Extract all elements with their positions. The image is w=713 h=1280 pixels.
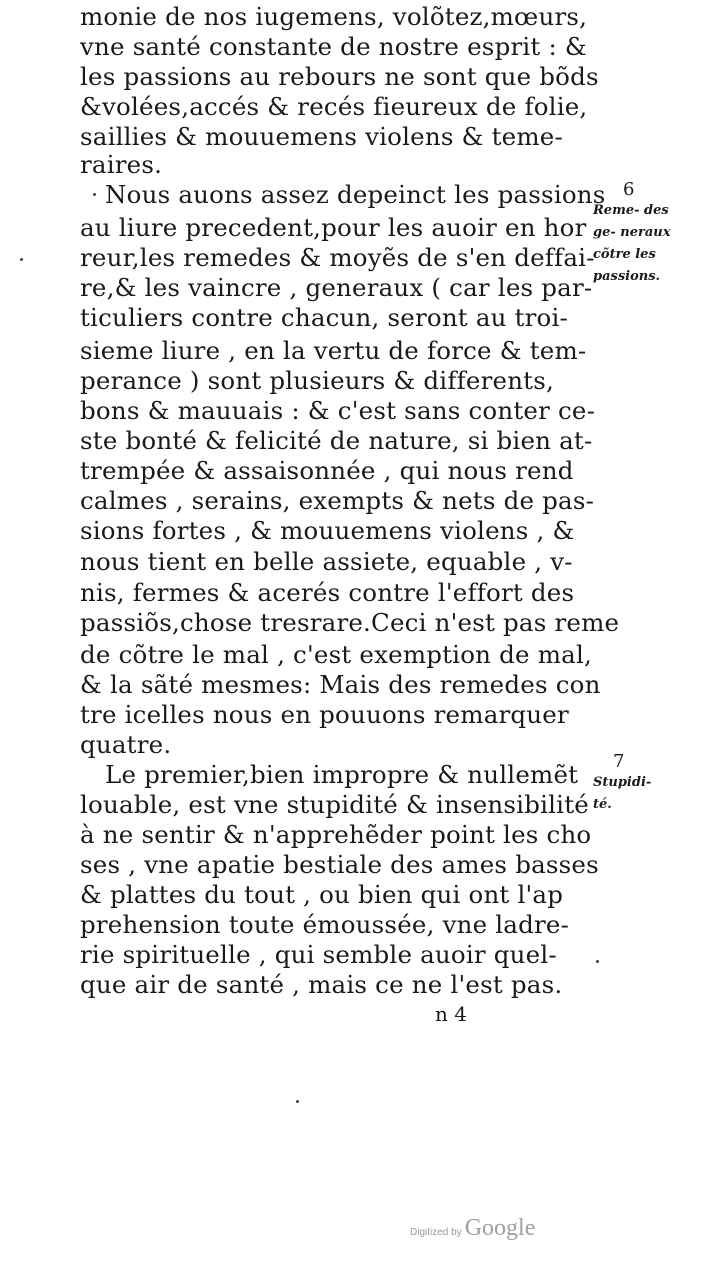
- text-line: & plattes du tout , ou bien qui ont l'ap: [80, 880, 564, 909]
- text-line: vne santé constante de nostre esprit : &: [80, 32, 587, 61]
- text-line: les passions au rebours ne sont que bõds: [80, 62, 599, 91]
- text-line: monie de nos iugemens, volõtez,mœurs,: [80, 2, 588, 31]
- text-line: nous tient en belle assiete, equable , v-: [80, 547, 573, 576]
- text-line: &volées,accés & recés fieureux de folie,: [80, 92, 588, 121]
- margin-note-text: Reme- des ge- neraux cõtre les passions.: [593, 203, 671, 284]
- scan-speck: [596, 960, 599, 963]
- margin-note-number: 6: [623, 179, 635, 200]
- text-line: & la sãté mesmes: Mais des remedes con: [80, 670, 601, 699]
- text-line: reur,les remedes & moyẽs de s'en deffai-: [80, 243, 595, 272]
- paragraph-start-line: Le premier,bien impropre & nullemẽt: [105, 760, 579, 789]
- text-line: trempée & assaisonnée , qui nous rend: [80, 456, 574, 485]
- text-line: nis, fermes & acerés contre l'effort des: [80, 578, 575, 607]
- text-line: louable, est vne stupidité & insensibilité: [80, 790, 589, 819]
- text-line: re,& les vaincre , generaux ( car les par-: [80, 273, 593, 302]
- text-line: ses , vne apatie bestiale des ames basses: [80, 850, 599, 879]
- text-line: saillies & mouuemens violens & teme-: [80, 122, 563, 151]
- text-line: rie spirituelle , qui semble auoir quel-: [80, 940, 557, 969]
- text-line: passiõs,chose tresrare.Ceci n'est pas reme: [80, 608, 620, 637]
- text-line: perance ) sont plusieurs & differents,: [80, 366, 554, 395]
- text-line: que air de santé , mais ce ne l'est pas.: [80, 970, 563, 999]
- text-line: sions fortes , & mouuemens violens , &: [80, 516, 575, 545]
- text-line: raires.: [80, 150, 163, 179]
- text-line: ticuliers contre chacun, seront au troi-: [80, 303, 569, 332]
- text-line: sieme liure , en la vertu de force & tem-: [80, 336, 587, 365]
- text-line: tre icelles nous en pouuons remarquer: [80, 700, 569, 729]
- scan-speck: [296, 1100, 299, 1103]
- scan-speck: [20, 258, 23, 261]
- text-line: de cõtre le mal , c'est exemption de mal,: [80, 640, 592, 669]
- text-line: calmes , serains, exempts & nets de pas-: [80, 486, 595, 515]
- margin-note: [593, 180, 703, 288]
- signature-mark: n 4: [435, 1002, 467, 1026]
- scan-speck: [93, 193, 96, 196]
- text-line: ste bonté & felicité de nature, si bien at-: [80, 426, 593, 455]
- margin-note-number: 7: [613, 751, 625, 772]
- text-line: au liure precedent,pour les auoir en hor: [80, 213, 587, 242]
- text-line: prehension toute émoussée, vne ladre-: [80, 910, 570, 939]
- watermark-brand: Google: [464, 1215, 536, 1241]
- digitization-watermark: [410, 1215, 535, 1242]
- text-line: à ne sentir & n'apprehẽder point les cho: [80, 820, 592, 849]
- watermark-prefix: Digitized by: [410, 1227, 462, 1238]
- margin-note: [593, 752, 703, 816]
- text-line: bons & mauuais : & c'est sans conter ce-: [80, 396, 596, 425]
- text-line: quatre.: [80, 730, 172, 759]
- paragraph-start-line: Nous auons assez depeinct les passions: [105, 180, 606, 209]
- margin-note-text: Stupidi- té.: [593, 775, 652, 812]
